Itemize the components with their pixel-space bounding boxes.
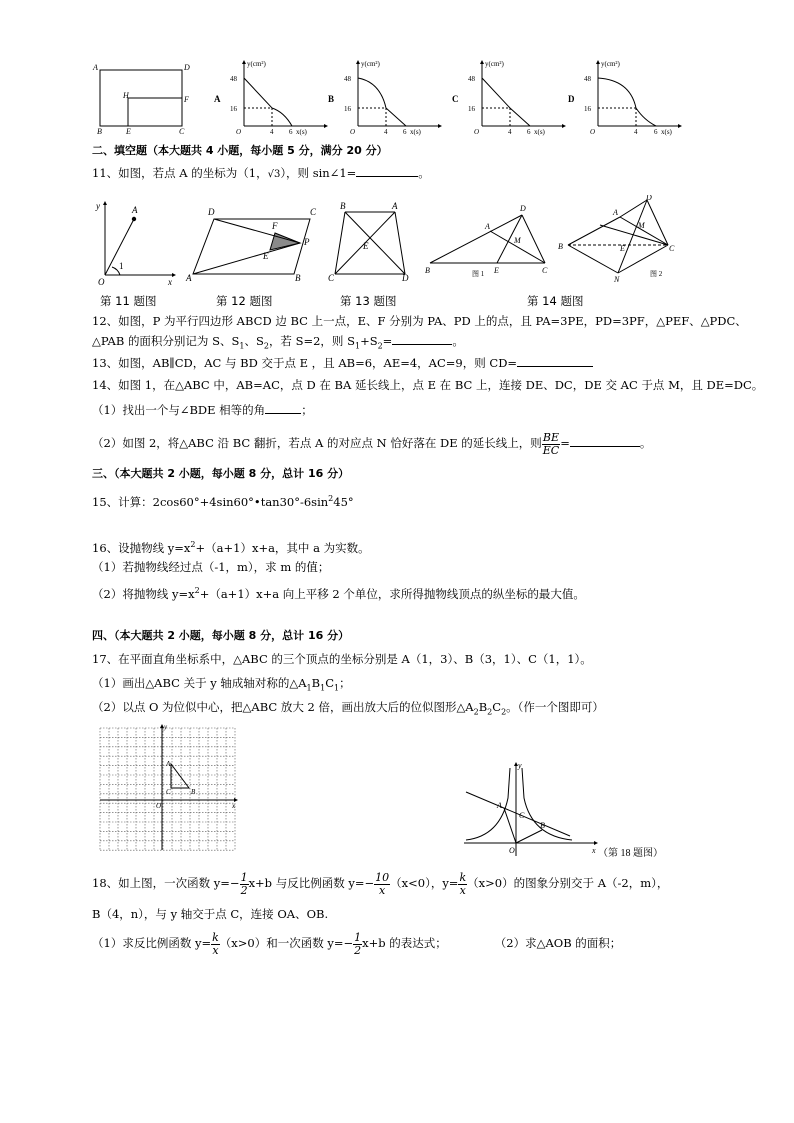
figure-14-2 xyxy=(558,195,675,284)
svg-text:x(s): x(s) xyxy=(296,128,307,136)
rect-label-D: D xyxy=(184,63,190,72)
svg-text:x(s): x(s) xyxy=(661,128,672,136)
option-d-graph xyxy=(568,60,682,136)
coordinate-grid-figure xyxy=(96,724,246,854)
svg-text:O: O xyxy=(509,846,515,855)
svg-text:x(s): x(s) xyxy=(410,128,421,136)
svg-text:48: 48 xyxy=(230,75,237,83)
question-18-line-1: 18、如上图，一次函数 y=− $\frac{1}{2}$ x+b 与反比例函数 y=− $\frac{10}{x}$ （x<0），y= $\frac{k}{x}$ （x>0）的图象分别交于 A（-2，m）， xyxy=(92,870,669,897)
option-a-graph xyxy=(214,60,328,136)
svg-text:B: B xyxy=(295,273,301,283)
svg-text:1: 1 xyxy=(119,261,124,271)
svg-text:D: D xyxy=(208,207,215,217)
top-figures xyxy=(90,58,700,138)
option-c-graph xyxy=(452,60,566,136)
svg-text:B: B xyxy=(558,242,563,251)
hyperbola-figure xyxy=(460,758,670,858)
svg-text:F: F xyxy=(272,221,278,231)
question-17-part-1: （1）画出△ABC 关于 y 轴成轴对称的$\triangle A_1B_1C_1$； xyxy=(92,676,351,693)
question-11: 11、如图，若点 A 的坐标为（1，√3），则 sin∠1= 。 xyxy=(92,166,430,180)
svg-text:N: N xyxy=(614,275,620,284)
option-a-label: A xyxy=(214,94,221,104)
svg-text:x: x xyxy=(232,802,236,810)
question-17-part-2: （2）以点 O 为位似中心，把△ABC 放大 2 倍，画出放大后的位似图形$\triangle A_2B_2C_2$。（作一个图即可） xyxy=(92,700,604,717)
answer-blank-14-1[interactable] xyxy=(265,402,301,414)
svg-text:C: C xyxy=(519,811,525,820)
svg-text:C: C xyxy=(542,266,548,275)
svg-text:P: P xyxy=(304,237,310,247)
section-4-header: 四、（本大题共 2 小题，每小题 8 分，总计 16 分） xyxy=(92,629,350,642)
svg-text:A: A xyxy=(132,205,138,215)
svg-text:48: 48 xyxy=(584,75,591,83)
question-16-part-2: （2）将抛物线 $y=x^2+(a+1)x+a$ 向上平移 2 个单位，求所得抛物线顶点的纵坐标的最大值。 xyxy=(92,586,585,601)
rect-label-F: F xyxy=(184,95,189,104)
svg-text:O: O xyxy=(156,802,162,810)
svg-text:C: C xyxy=(669,244,675,253)
svg-text:y: y xyxy=(96,201,100,211)
svg-text:A: A xyxy=(497,801,502,810)
svg-text:48: 48 xyxy=(344,75,351,83)
svg-text:O: O xyxy=(590,128,596,136)
rect-label-A: A xyxy=(93,63,98,72)
svg-text:C: C xyxy=(310,207,317,217)
section-3-header: 三、（本大题共 2 小题，每小题 8 分，总计 16 分） xyxy=(92,467,350,480)
question-17-line-1: 17、在平面直角坐标系中，△ABC 的三个顶点的坐标分别是 A（1，3）、B（3，1）、C（1，1）。 xyxy=(92,652,592,666)
rect-label-H: H xyxy=(123,91,129,100)
option-b-graph xyxy=(328,60,442,136)
svg-text:C: C xyxy=(166,788,171,796)
svg-text:D: D xyxy=(646,195,652,202)
svg-text:D: D xyxy=(520,204,526,213)
question-14-part-1: （1）找出一个与∠BDE 相等的角 ； xyxy=(92,403,313,417)
question-16: 16、设抛物线 $y=x^2+(a+1)x+a$，其中 a 为实数。 xyxy=(92,540,370,555)
svg-text:M: M xyxy=(638,221,645,230)
svg-text:16: 16 xyxy=(344,105,351,113)
svg-text:O: O xyxy=(236,128,242,136)
svg-text:16: 16 xyxy=(230,105,237,113)
svg-text:16: 16 xyxy=(468,105,475,113)
svg-text:y(cm²): y(cm²) xyxy=(247,60,266,68)
rect-label-C: C xyxy=(179,127,185,136)
svg-text:4: 4 xyxy=(508,128,512,136)
svg-text:B: B xyxy=(340,201,346,211)
svg-text:E: E xyxy=(263,251,269,261)
svg-text:B: B xyxy=(191,788,196,796)
svg-text:48: 48 xyxy=(468,75,475,83)
answer-blank-11[interactable] xyxy=(356,165,418,177)
svg-text:x(s): x(s) xyxy=(534,128,545,136)
option-c-label: C xyxy=(452,94,459,104)
option-d-label: D xyxy=(568,94,575,104)
caption-fig-14: 第 14 题图 xyxy=(527,294,584,308)
question-18-line-2: B（4，n），与 y 轴交于点 C，连接 OA、OB. xyxy=(92,907,329,921)
svg-text:6: 6 xyxy=(654,128,658,136)
svg-text:x: x xyxy=(592,846,596,855)
caption-fig-13: 第 13 题图 xyxy=(340,294,397,308)
svg-text:16: 16 xyxy=(584,105,591,113)
question-15: 15、计算：$2\cos 60^\circ+4\sin 60^\circ•\tan 30^\circ-6\sin^245^\circ$ xyxy=(92,494,354,509)
svg-text:M: M xyxy=(514,236,521,245)
svg-text:A: A xyxy=(166,760,171,768)
answer-blank-13[interactable] xyxy=(517,355,593,367)
question-12-line-2: △PAB 的面积分别记为 S、$S_1$、$S_2$，若 S=2，则 $S_1+S_2=$ 。 xyxy=(92,334,464,351)
figure-11 xyxy=(95,201,176,287)
middle-figures xyxy=(90,195,710,287)
caption-fig-11: 第 11 题图 xyxy=(100,294,157,308)
figure-13 xyxy=(328,201,409,283)
svg-text:O: O xyxy=(350,128,356,136)
svg-text:D: D xyxy=(402,273,409,283)
svg-text:B: B xyxy=(425,266,430,275)
svg-text:y(cm²): y(cm²) xyxy=(485,60,504,68)
question-18-part-2: （2）求△AOB 的面积； xyxy=(494,936,622,950)
question-18-part-1: （1）求反比例函数 y= $\frac{k}{x}$ （x>0）和一次函数 y=− $\frac{1}{2}$ x+b 的表达式； （2）求△AOB 的面积； xyxy=(92,930,622,957)
svg-text:y: y xyxy=(518,761,522,770)
svg-text:A: A xyxy=(186,273,192,283)
svg-text:6: 6 xyxy=(527,128,531,136)
svg-text:A: A xyxy=(392,201,398,211)
question-16-part-1: （1）若抛物线经过点（-1，m），求 m 的值； xyxy=(92,560,330,574)
svg-text:E: E xyxy=(620,244,625,253)
svg-text:A: A xyxy=(613,208,618,217)
question-14-part-2: （2）如图 2，将△ABC 沿 BC 翻折，若点 A 的对应点 N 恰好落在 DE 的延长线上，则 $\frac{BE}{EC}$ = 。 xyxy=(92,430,652,457)
question-14-line-1: 14、如图 1，在△ABC 中，AB=AC，点 D 在 BA 延长线上，点 E 在 BC 上，连接 DE、DC，DE 交 AC 于点 M，且 DE=DC。 xyxy=(92,378,764,392)
svg-text:A: A xyxy=(485,222,490,231)
answer-blank-14-2[interactable] xyxy=(570,435,640,447)
svg-text:x: x xyxy=(168,277,172,287)
answer-blank-12[interactable] xyxy=(392,333,452,345)
section-2-header: 二、填空题（本大题共 4 小题，每小题 5 分，满分 20 分） xyxy=(92,144,388,157)
svg-text:4: 4 xyxy=(384,128,388,136)
svg-text:4: 4 xyxy=(634,128,638,136)
option-b-label: B xyxy=(328,94,335,104)
svg-text:y(cm²): y(cm²) xyxy=(361,60,380,68)
rect-label-E: E xyxy=(126,127,131,136)
rectangle-figure xyxy=(92,63,190,136)
svg-text:y(cm²): y(cm²) xyxy=(601,60,620,68)
figure-14-1 xyxy=(425,204,548,278)
rect-label-B: B xyxy=(97,127,102,136)
figure-14-2-caption: 图 2 xyxy=(650,270,663,278)
figure-18-caption: （第 18 题图） xyxy=(598,848,663,858)
caption-fig-12: 第 12 题图 xyxy=(216,294,273,308)
svg-text:6: 6 xyxy=(289,128,293,136)
svg-text:6: 6 xyxy=(403,128,407,136)
svg-text:E: E xyxy=(363,241,369,251)
svg-text:O: O xyxy=(474,128,480,136)
question-12-line-1: 12、如图，P 为平行四边形 ABCD 边 BC 上一点，E、F 分别为 PA、PD 上的点，且 PA=3PE，PD=3PF，△PEF、△PDC、 xyxy=(92,314,747,328)
figure-12 xyxy=(185,207,317,283)
svg-text:4: 4 xyxy=(270,128,274,136)
svg-text:E: E xyxy=(494,266,499,275)
question-13: 13、如图，AB∥CD，AC 与 BD 交于点 E ，且 AB=6，AE=4，AC=9，则 CD= xyxy=(92,355,593,370)
svg-text:C: C xyxy=(328,273,335,283)
svg-text:y: y xyxy=(164,724,168,731)
svg-text:B: B xyxy=(540,821,545,830)
svg-text:O: O xyxy=(98,277,105,287)
figure-14-1-caption: 图 1 xyxy=(472,270,485,278)
